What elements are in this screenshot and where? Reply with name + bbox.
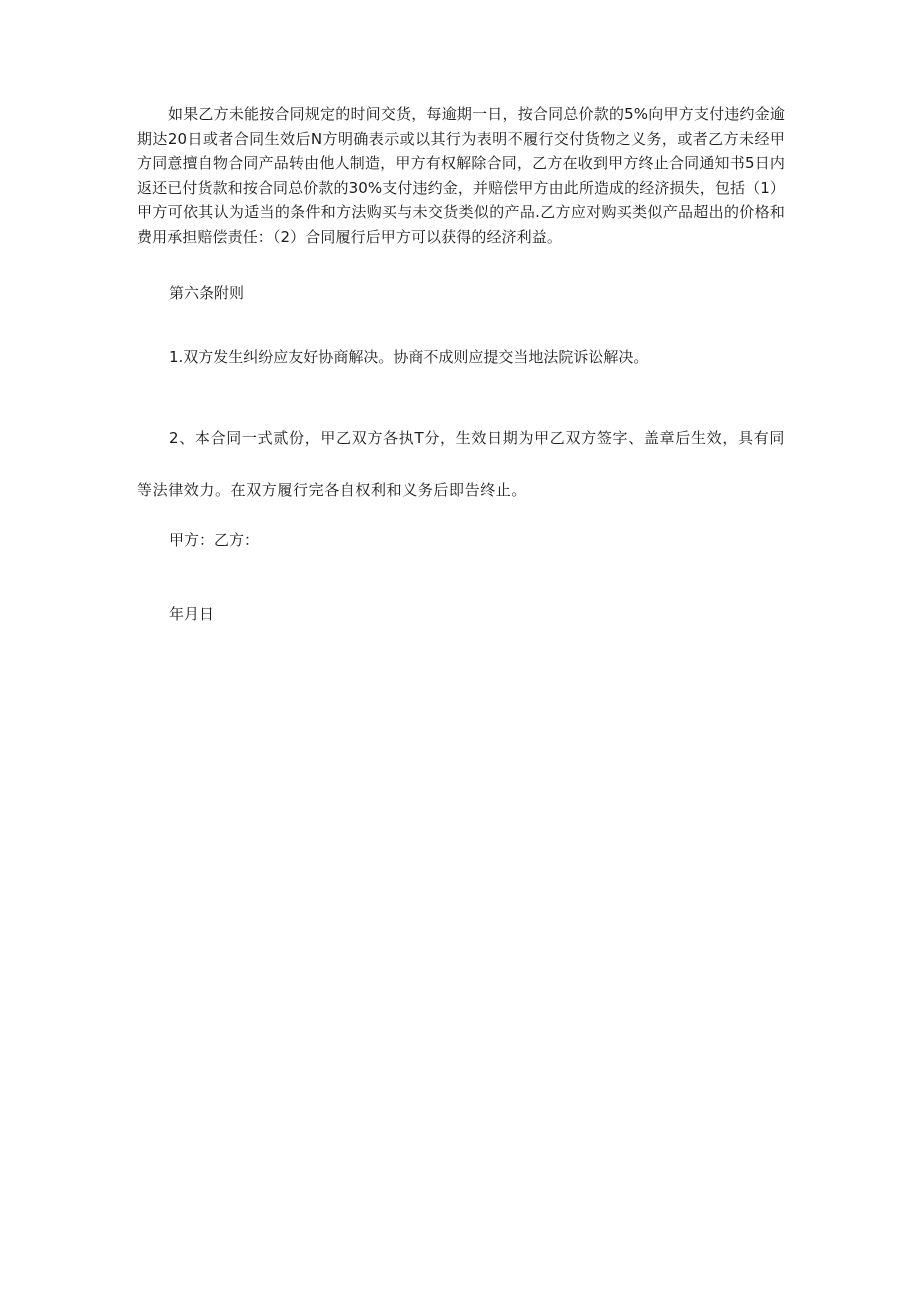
article-6-heading: 第六条附则: [169, 284, 245, 302]
signature-parties-line: 甲方：乙方：: [169, 531, 260, 549]
contract-copies-item: 2、本合同一式贰份，甲乙双方各执T分，生效日期为甲乙双方签字、盖章后生效，具有同等法律效力。在双方履行完各自权利和义务后即告终止。: [137, 429, 785, 499]
breach-clause-paragraph: 如果乙方未能按合同规定的时间交货，每逾期一日，按合同总价款的5%向甲方支付违约金逾期达20日或者合同生效后N方明确表示或以其行为表明不履行交付货物之义务，或者乙方未经甲方同意擅自物合同产品转由他人制造，甲方有权解除合同，乙方在收到甲方终止合同通知书5日内返还已付货款和按合同总价款的30%支付违约金，并赔偿甲方由此所造成的经济损失，包括（1）甲方可依其认为适当的条件和方法购买与未交货类似的产品.乙方应对购买类似产品超出的价格和费用承担赔偿责任：（2）合同履行后甲方可以获得的经济利益。: [137, 105, 785, 246]
signature-date-line: 年月日: [169, 605, 215, 623]
dispute-resolution-item: 1.双方发生纠纷应友好协商解决。协商不成则应提交当地法院诉讼解决。: [169, 348, 649, 366]
